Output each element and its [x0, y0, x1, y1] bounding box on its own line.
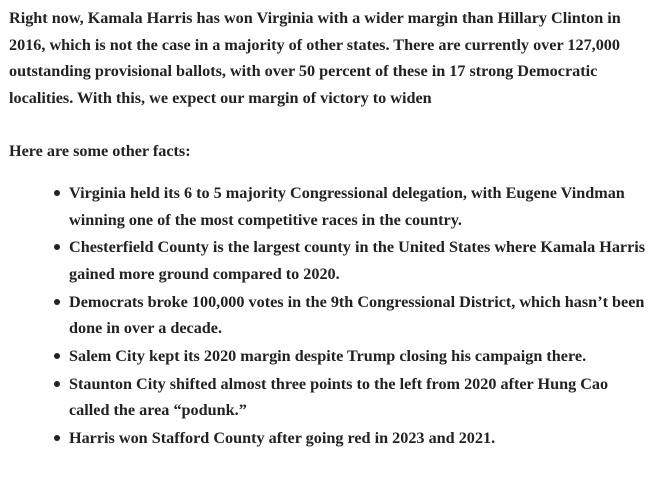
fact-text: Salem City kept its 2020 margin despite Trump closing his campaign there.	[69, 346, 587, 365]
bullet-icon	[54, 435, 60, 441]
bullet-icon	[54, 353, 60, 359]
bullet-icon	[54, 244, 60, 250]
facts-list	[9, 180, 649, 451]
document-body	[9, 5, 649, 453]
fact-list-item	[69, 180, 649, 233]
fact-list-item	[69, 289, 649, 342]
fact-text: Democrats broke 100,000 votes in the 9th Congressional District, which hasn’t been done in over a decade.	[69, 292, 645, 338]
facts-heading: Here are some other facts:	[9, 141, 191, 160]
bullet-icon	[54, 190, 60, 196]
intro-paragraph: Right now, Kamala Harris has won Virginia with a wider margin than Hillary Clinton in 2016, which is not the case in a majority of other states. There are currently over 127,000 outstanding provisional ballots, with over 50 percent of these in 17 strong Democratic localities. With this, we expect our margin of victory to widen	[9, 9, 621, 107]
fact-text: Chesterfield County is the largest county in the United States where Kamala Harris gained more ground compared to 2020.	[69, 238, 646, 283]
fact-text: Harris won Stafford County after going red in 2023 and 2021.	[69, 428, 496, 447]
fact-text: Staunton City shifted almost three points to the left from 2020 after Hung Cao called the area “podunk.”	[69, 374, 609, 420]
fact-list-item	[69, 343, 649, 370]
fact-list-item	[69, 425, 649, 452]
fact-list-item	[69, 234, 649, 287]
fact-list-item	[69, 371, 649, 424]
bullet-icon	[54, 381, 60, 387]
bullet-icon	[54, 299, 60, 305]
fact-text: Virginia held its 6 to 5 majority Congressional delegation, with Eugene Vindman winning one of the most competitive races in the country.	[69, 184, 625, 229]
